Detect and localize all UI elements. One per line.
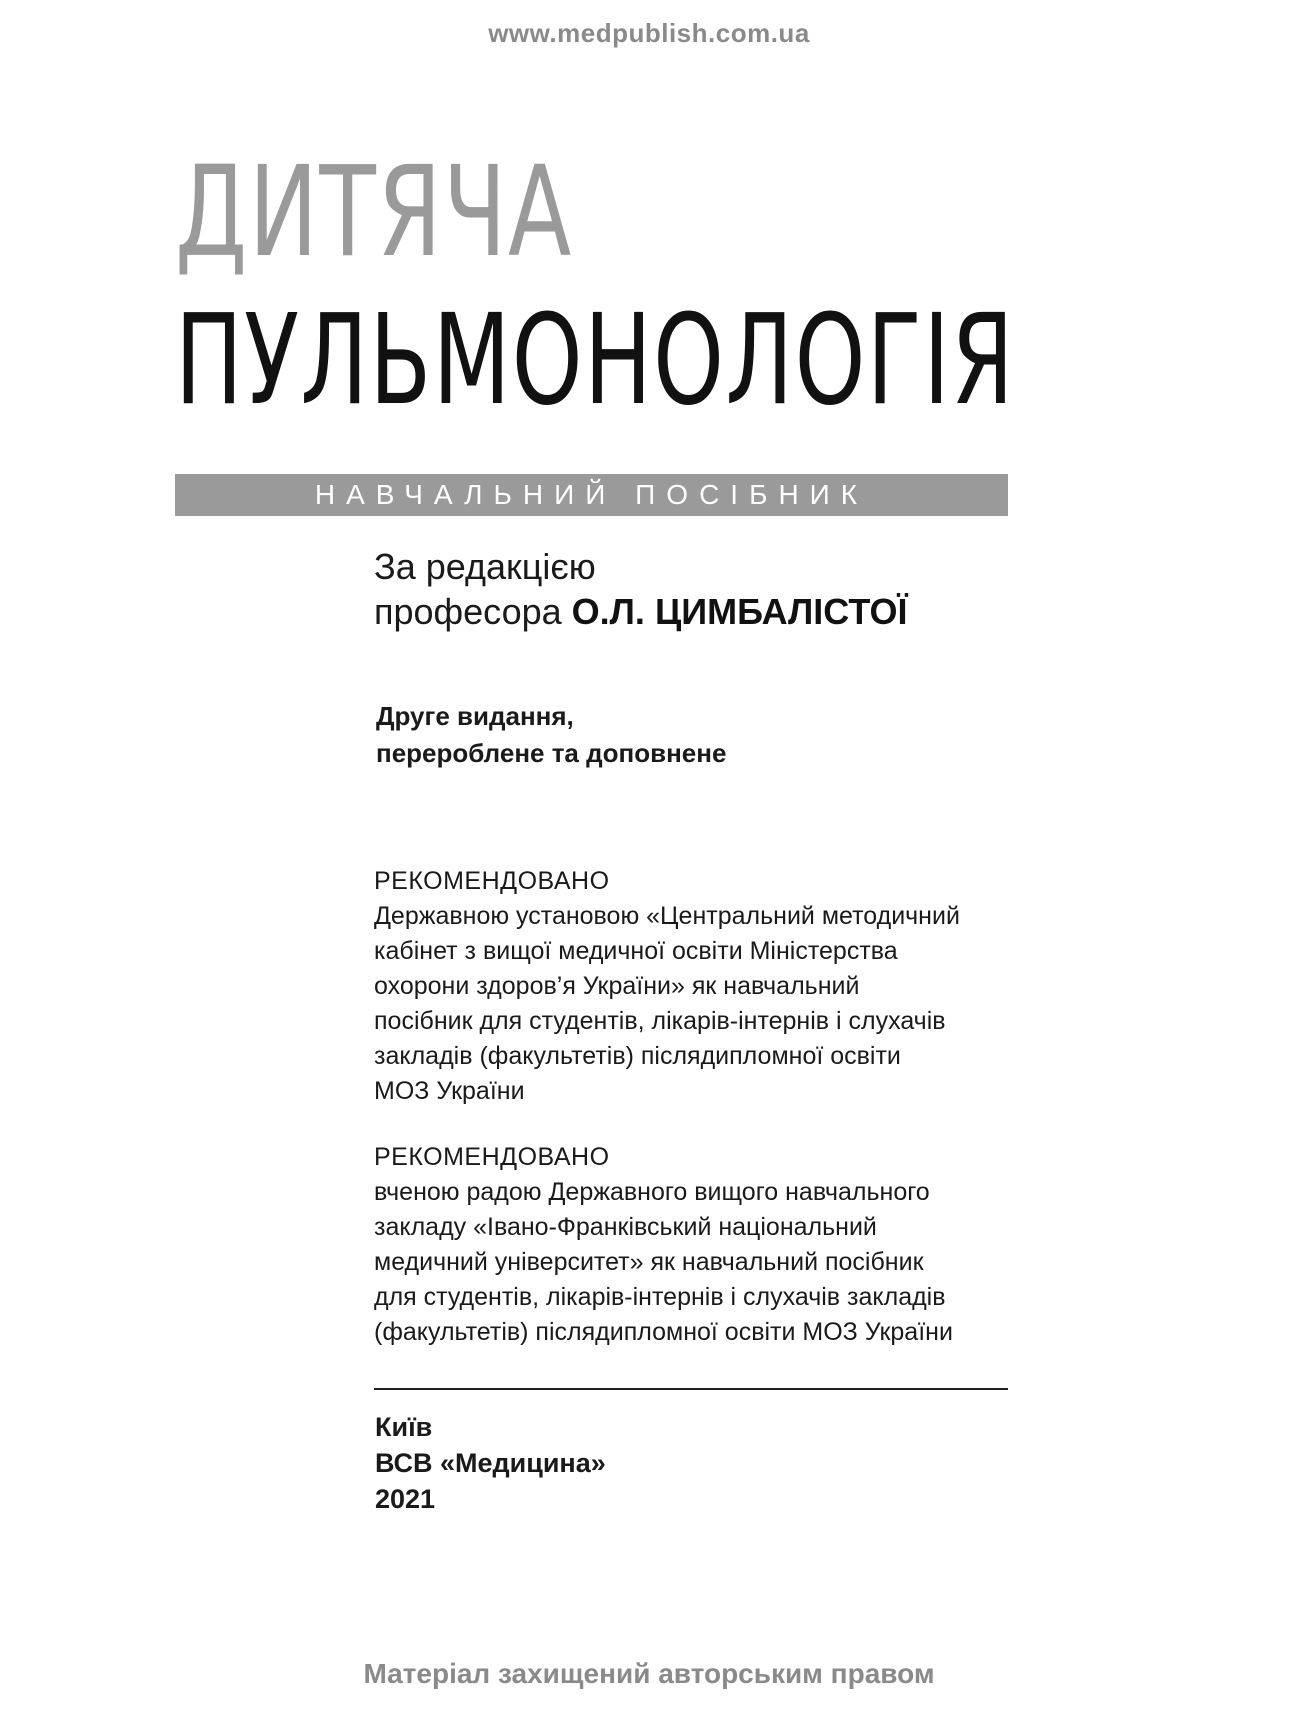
recommendation-line: (факультетів) післядипломної освіти МОЗ України: [374, 1318, 953, 1346]
recommendation-line: кабінет з вищої медичної освіти Міністерства: [374, 937, 898, 965]
imprint-publisher: ВСВ «Медицина»: [375, 1448, 606, 1478]
subtitle: НАВЧАЛЬНИЙ ПОСІБНИК: [314, 479, 869, 510]
recommendation-line: посібник для студентів, лікарів-інтернів і слухачів: [374, 1007, 946, 1035]
recommendation-1: [374, 864, 960, 1109]
editor-name: О.Л. ЦИМБАЛІСТОЇ: [571, 591, 908, 632]
recommendation-line: закладів (факультетів) післядипломної освіти: [374, 1042, 901, 1070]
divider-rule: [374, 1388, 1008, 1390]
imprint-year: 2021: [375, 1484, 436, 1514]
title-line-2: ПУЛЬМОНОЛОГІЯ: [175, 288, 1016, 433]
edition-line-1: Друге видання,: [376, 701, 574, 731]
editor-line-2: [374, 590, 907, 633]
editor-prefix: професора: [374, 591, 562, 632]
edition-info: [376, 698, 726, 772]
recommendation-line: для студентів, лікарів-інтернів і слухачів закладів: [374, 1283, 946, 1311]
watermark-top: www.medpublish.com.ua: [488, 18, 810, 48]
recommendation-2: [374, 1140, 953, 1350]
recommendation-heading: РЕКОМЕНДОВАНО: [374, 1143, 610, 1171]
recommendation-line: Державною установою «Центральний методичний: [374, 902, 960, 930]
imprint: [375, 1409, 606, 1517]
editor-line-1: За редакцією: [374, 546, 596, 587]
title-line-1: ДИТЯЧА: [175, 140, 573, 285]
recommendation-heading: РЕКОМЕНДОВАНО: [374, 867, 610, 895]
recommendation-line: медичний університет» як навчальний посібник: [374, 1248, 924, 1276]
recommendation-line: закладу «Івано-Франківський національний: [374, 1213, 877, 1241]
recommendation-line: МОЗ України: [374, 1077, 525, 1105]
recommendation-line: вченою радою Державного вищого навчального: [374, 1178, 930, 1206]
watermark-bottom: Матеріал захищений авторським правом: [363, 1658, 935, 1689]
edition-line-2: перероблене та доповнене: [376, 738, 727, 768]
imprint-city: Київ: [375, 1412, 433, 1442]
recommendation-line: охорони здоров’я України» як навчальний: [374, 972, 860, 1000]
